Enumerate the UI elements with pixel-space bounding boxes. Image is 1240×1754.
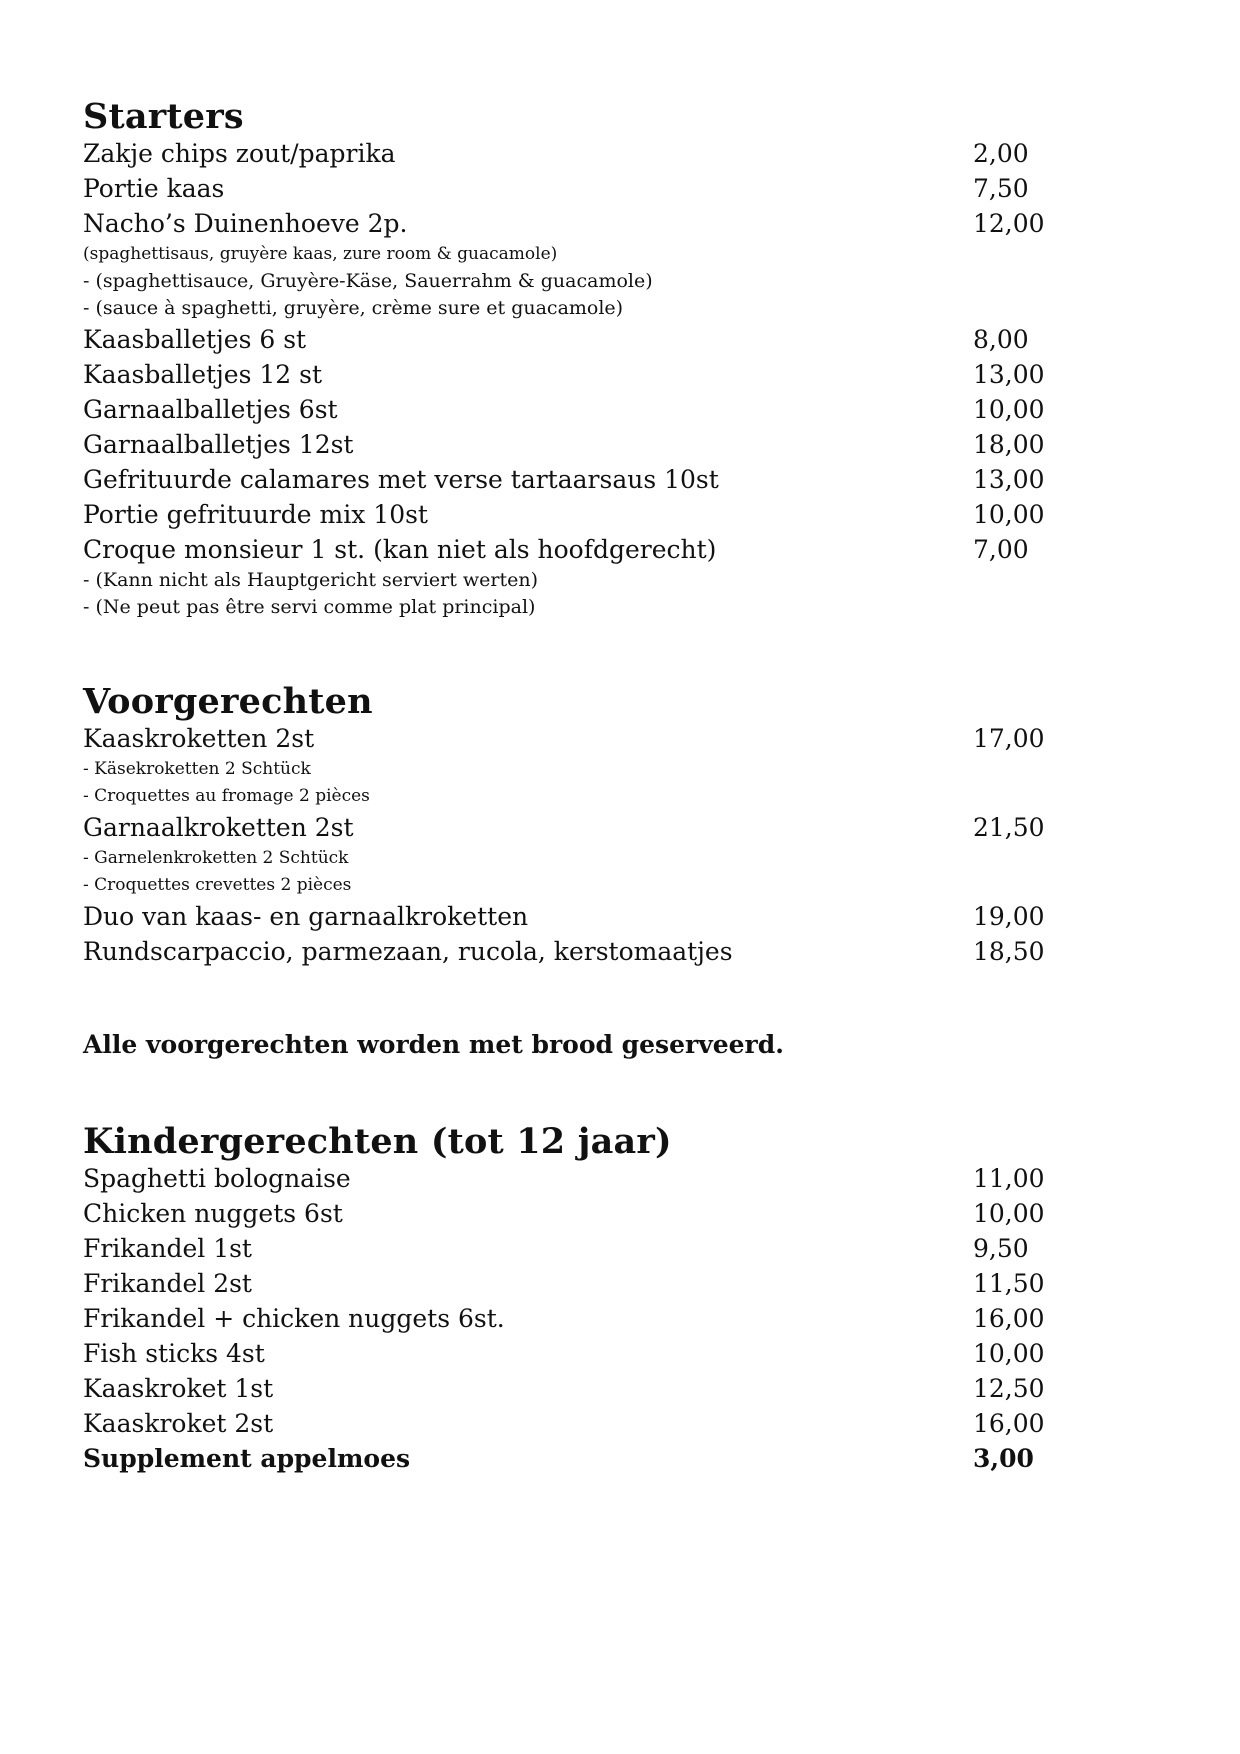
item-price: 13,00	[973, 360, 1045, 389]
item-description-fr: - (Ne peut pas être servi comme plat principal)	[83, 596, 536, 618]
item-name: Garnaalballetjes 12st	[83, 430, 354, 459]
item-name: Kaasballetjes 6 st	[83, 325, 307, 354]
item-price: 8,00	[973, 325, 1029, 354]
item-price: 18,00	[973, 430, 1045, 459]
section-title: Starters	[83, 96, 244, 137]
menu-item	[83, 1371, 1043, 1406]
item-name: Portie kaas	[83, 174, 225, 203]
section-title: Voorgerechten	[83, 681, 373, 722]
item-price: 12,00	[973, 209, 1045, 238]
item-price: 16,00	[973, 1304, 1045, 1333]
menu-item	[83, 392, 1043, 427]
item-price: 11,50	[973, 1269, 1045, 1298]
menu-item	[83, 532, 1043, 567]
item-description-fr: - Croquettes au fromage 2 pièces	[83, 786, 370, 806]
item-name: Kaaskroket 1st	[83, 1374, 274, 1403]
menu-item	[83, 136, 1043, 171]
item-price: 7,50	[973, 174, 1029, 203]
item-price: 18,50	[973, 937, 1045, 966]
item-description-fr: - (sauce à spaghetti, gruyère, crème sure et guacamole)	[83, 297, 624, 319]
item-price: 12,50	[973, 1374, 1045, 1403]
item-name: Kaasballetjes 12 st	[83, 360, 323, 389]
bread-remark: Alle voorgerechten worden met brood geserveerd.	[83, 1030, 784, 1059]
menu-item	[83, 1406, 1043, 1441]
item-name: Zakje chips zout/paprika	[83, 139, 396, 168]
item-name: Frikandel 1st	[83, 1234, 252, 1263]
menu-item	[83, 1266, 1043, 1301]
menu-item	[83, 322, 1043, 357]
item-name: Fish sticks 4st	[83, 1339, 265, 1368]
menu-item	[83, 899, 1043, 934]
item-name: Supplement appelmoes	[83, 1444, 411, 1473]
item-name: Chicken nuggets 6st	[83, 1199, 343, 1228]
item-price: 3,00	[973, 1444, 1034, 1473]
item-price: 16,00	[973, 1409, 1045, 1438]
menu-item	[83, 427, 1043, 462]
menu-item	[83, 934, 1043, 969]
item-description: (spaghettisaus, gruyère kaas, zure room & guacamole)	[83, 244, 558, 264]
item-name: Kaaskroketten 2st	[83, 724, 315, 753]
item-name: Kaaskroket 2st	[83, 1409, 274, 1438]
item-description-de: - Garnelenkroketten 2 Schtück	[83, 848, 349, 868]
item-name: Frikandel 2st	[83, 1269, 252, 1298]
item-name: Duo van kaas- en garnaalkroketten	[83, 902, 529, 931]
menu-item	[83, 1301, 1043, 1336]
item-name: Portie gefrituurde mix 10st	[83, 500, 428, 529]
menu-item	[83, 206, 1043, 241]
section-kindergerechten	[83, 1123, 1043, 1476]
section-voorgerechten	[83, 683, 1043, 969]
item-price: 10,00	[973, 1199, 1045, 1228]
menu-item	[83, 810, 1043, 845]
item-name: Spaghetti bolognaise	[83, 1164, 351, 1193]
section-starters	[83, 98, 1043, 621]
menu-item	[83, 1336, 1043, 1371]
item-price: 21,50	[973, 813, 1045, 842]
item-name: Frikandel + chicken nuggets 6st.	[83, 1304, 505, 1333]
item-name: Garnaalballetjes 6st	[83, 395, 338, 424]
item-name: Croque monsieur 1 st. (kan niet als hoofdgerecht)	[83, 535, 717, 564]
menu-item	[83, 1231, 1043, 1266]
item-price: 2,00	[973, 139, 1029, 168]
menu-item	[83, 721, 1043, 756]
item-price: 10,00	[973, 500, 1045, 529]
item-name: Nacho’s Duinenhoeve 2p.	[83, 209, 408, 238]
menu-item	[83, 357, 1043, 392]
item-price: 19,00	[973, 902, 1045, 931]
item-price: 10,00	[973, 1339, 1045, 1368]
item-description-de: - Käsekroketten 2 Schtück	[83, 759, 311, 779]
menu-item	[83, 462, 1043, 497]
menu-item	[83, 1196, 1043, 1231]
item-price: 7,00	[973, 535, 1029, 564]
item-price: 17,00	[973, 724, 1045, 753]
item-name: Rundscarpaccio, parmezaan, rucola, kerstomaatjes	[83, 937, 733, 966]
item-name: Garnaalkroketten 2st	[83, 813, 354, 842]
section-title: Kindergerechten (tot 12 jaar)	[83, 1121, 672, 1162]
item-description-de: - (spaghettisauce, Gruyère-Käse, Sauerrahm & guacamole)	[83, 270, 653, 292]
item-name: Gefrituurde calamares met verse tartaarsaus 10st	[83, 465, 719, 494]
item-price: 11,00	[973, 1164, 1045, 1193]
item-description-de: - (Kann nicht als Hauptgericht serviert werten)	[83, 569, 539, 591]
item-price: 9,50	[973, 1234, 1029, 1263]
item-price: 10,00	[973, 395, 1045, 424]
menu-item	[83, 1161, 1043, 1196]
item-price: 13,00	[973, 465, 1045, 494]
item-description-fr: - Croquettes crevettes 2 pièces	[83, 875, 352, 895]
menu-item	[83, 497, 1043, 532]
menu-item-supplement	[83, 1441, 1043, 1476]
menu-item	[83, 171, 1043, 206]
